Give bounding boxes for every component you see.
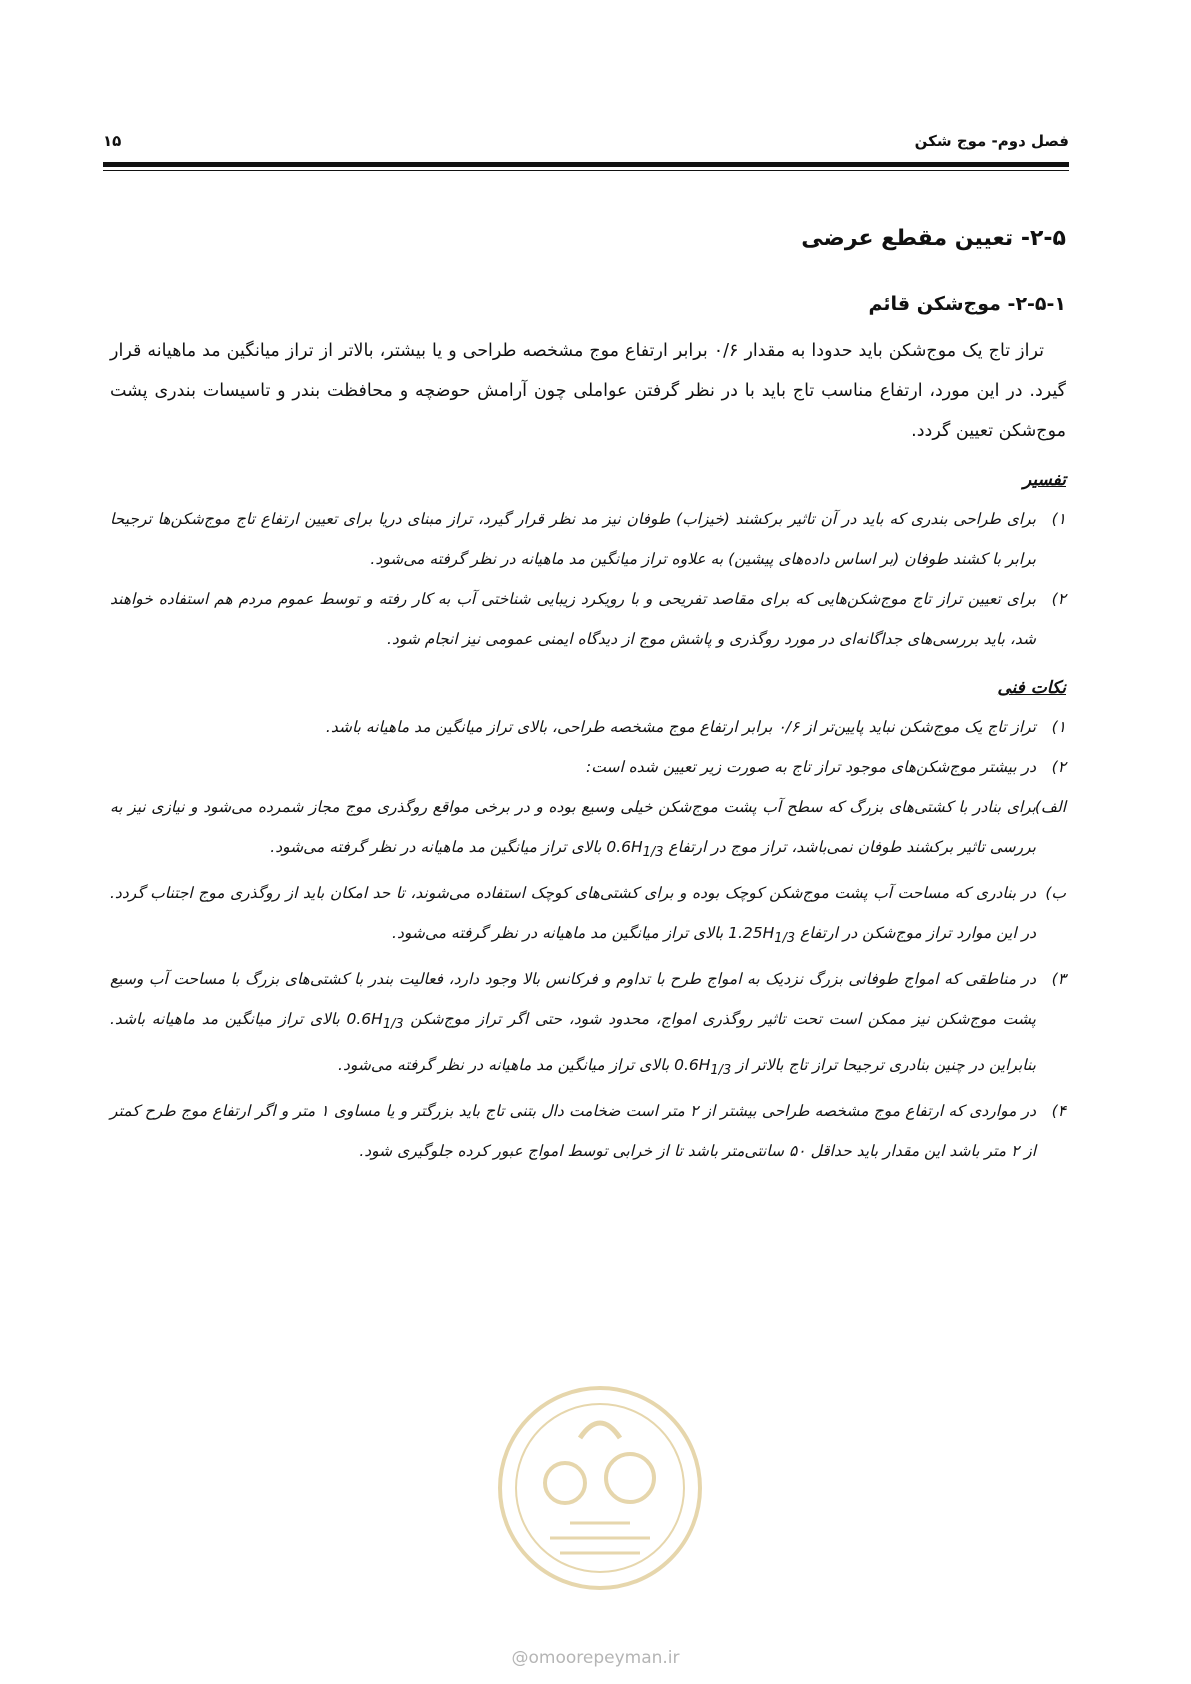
list-item bbox=[110, 787, 1066, 873]
item-text-middle: بالای تراز میانگین مد ماهیانه باشد. بنابراین در چنین بنادری ترجیحا تراز تاج بالاتر از bbox=[110, 1010, 1036, 1075]
section-heading: ۲-۵- تعیین مقطع عرضی bbox=[801, 226, 1066, 251]
formula-subscript: 1/3 bbox=[774, 931, 796, 947]
header-rule-thin bbox=[103, 170, 1069, 171]
technical-notes-list-continued bbox=[110, 959, 1066, 1171]
technical-notes-label: نکات فنی bbox=[997, 678, 1066, 698]
list-item bbox=[110, 747, 1066, 787]
formula-subscript: 1/3 bbox=[710, 1063, 732, 1079]
list-item bbox=[110, 579, 1066, 659]
item-text-before: برای بنادر با کشتی‌های بزرگ که سطح آب پشت موج‌شکن خیلی وسیع بوده و در برخی مواقع روگذری موج مجاز شمرده می‌شود و نیازی نیز به بررسی تاثیر برکشند طوفان نمی‌باشد، تراز موج در ارتفاع bbox=[110, 798, 1036, 856]
item-number: الف) bbox=[1034, 798, 1066, 816]
list-item bbox=[110, 873, 1066, 959]
page-number: ۱۵ bbox=[103, 132, 122, 150]
formula-subscript: 1/3 bbox=[382, 1017, 404, 1033]
list-item bbox=[110, 959, 1066, 1091]
watermark-seal-icon bbox=[490, 1378, 710, 1598]
item-text: تراز تاج یک موج‌شکن نباید پایین‌تر از ۰/۶ برابر ارتفاع موج مشخصه طراحی، بالای تراز میانگین مد ماهیانه باشد. bbox=[325, 718, 1036, 736]
item-text: برای طراحی بندری که باید در آن تاثیر برکشند (خیزاب) طوفان نیز مد نظر قرار گیرد، تراز مبنای دریا برای تعیین ارتفاع تاج موج‌شکن‌ها ترجیحا برابر با کشند طوفان (بر اساس داده‌های پیشین) به علاوه تراز میانگین مد ماهیانه در نظر گرفته می‌شود. bbox=[110, 510, 1036, 568]
formula-main: 1.25H bbox=[728, 924, 775, 943]
item-number: ۱) bbox=[1051, 510, 1066, 528]
list-item bbox=[110, 499, 1066, 579]
header-rule-thick bbox=[103, 162, 1069, 167]
item-text: در بیشتر موج‌شکن‌های موجود تراز تاج به صورت زیر تعیین شده است: bbox=[586, 758, 1036, 776]
item-text-after: بالای تراز میانگین مد ماهیانه در نظر گرفته می‌شود. bbox=[270, 838, 607, 856]
technical-notes-list bbox=[110, 707, 1066, 787]
item-number: ۴) bbox=[1051, 1102, 1066, 1121]
item-text-before: در مناطقی که امواج طوفانی بزرگ نزدیک به امواج طرح با تداوم و فرکانس بالا وجود دارد، فعالیت بندر با کشتی‌های بزرگ با مساحت آب وسیع پشت موج‌شکن نیز ممکن است تحت تاثیر روگذری امواج، محدود شود، حتی اگر تراز موج‌شکن bbox=[110, 970, 1036, 1029]
item-text: در مواردی که ارتفاع موج مشخصه طراحی بیشتر از ۲ متر است ضخامت دال بتنی تاج باید بزرگتر و یا مساوی ۱ متر و اگر ارتفاع موج طرح کمتر از ۲ متر باشد این مقدار باید حداقل ۵۰ سانتی‌متر باشد تا از خرابی توسط امواج عبور کرده جلوگیری شود. bbox=[110, 1102, 1036, 1161]
item-text-after: بالای تراز میانگین مد ماهیانه در نظر گرفته می‌شود. bbox=[392, 924, 729, 943]
item-number: ب) bbox=[1045, 884, 1066, 903]
item-number: ۲) bbox=[1051, 758, 1066, 776]
technical-subitems-list bbox=[110, 787, 1066, 959]
body-paragraph: تراز تاج یک موج‌شکن باید حدودا به مقدار ۰/۶ برابر ارتفاع موج مشخصه طراحی و یا بیشتر، بالاتر از تراز میانگین مد ماهیانه قرار گیرد. در این مورد، ارتفاع مناسب تاج باید با در نظر گرفتن عواملی چون آرامش حوضچه و محافظت بندر و تاسیسات بندری پشت موج‌شکن تعیین گردد. bbox=[110, 341, 1066, 441]
item-text-before: در بنادری که مساحت آب پشت موج‌شکن کوچک بوده و برای کشتی‌های کوچک استفاده می‌شوند، تا حد امکان باید از روگذری موج اجتناب گردد. در این موارد تراز موج‌شکن در ارتفاع bbox=[110, 884, 1036, 943]
interpretation-label: تفسیر bbox=[1022, 470, 1066, 490]
item-text: برای تعیین تراز تاج موج‌شکن‌هایی که برای مقاصد تفریحی و با رویکرد زیبایی شناختی آب به کار رفته و توسط عموم مردم هم استفاده خواهند شد، باید بررسی‌های جداگانه‌ای در مورد روگذری و پاشش موج از دیدگاه ایمنی عمومی نیز انجام شود. bbox=[110, 590, 1036, 648]
interpretation-list bbox=[110, 499, 1066, 659]
formula bbox=[346, 1010, 404, 1033]
running-header bbox=[103, 128, 1069, 156]
formula bbox=[728, 924, 796, 947]
chapter-title: فصل دوم- موج شکن bbox=[914, 132, 1069, 150]
watermark-site: @omoorepeyman.ir bbox=[511, 1648, 680, 1668]
item-number: ۳) bbox=[1051, 970, 1066, 989]
list-item bbox=[110, 1091, 1066, 1171]
formula-main: 0.6H bbox=[606, 838, 643, 856]
item-number: ۲) bbox=[1051, 590, 1066, 608]
list-item bbox=[110, 707, 1066, 747]
item-text-after: بالای تراز میانگین مد ماهیانه در نظر گرفته می‌شود. bbox=[338, 1056, 675, 1075]
formula-main: 0.6H bbox=[346, 1010, 383, 1029]
item-number: ۱) bbox=[1051, 718, 1066, 736]
formula bbox=[674, 1056, 732, 1079]
formula-subscript: 1/3 bbox=[642, 845, 664, 861]
subsection-heading: ۲-۵-۱- موج‌شکن قائم bbox=[868, 293, 1066, 315]
formula bbox=[606, 838, 664, 861]
formula-main: 0.6H bbox=[674, 1056, 711, 1075]
page-body bbox=[110, 225, 1066, 1171]
